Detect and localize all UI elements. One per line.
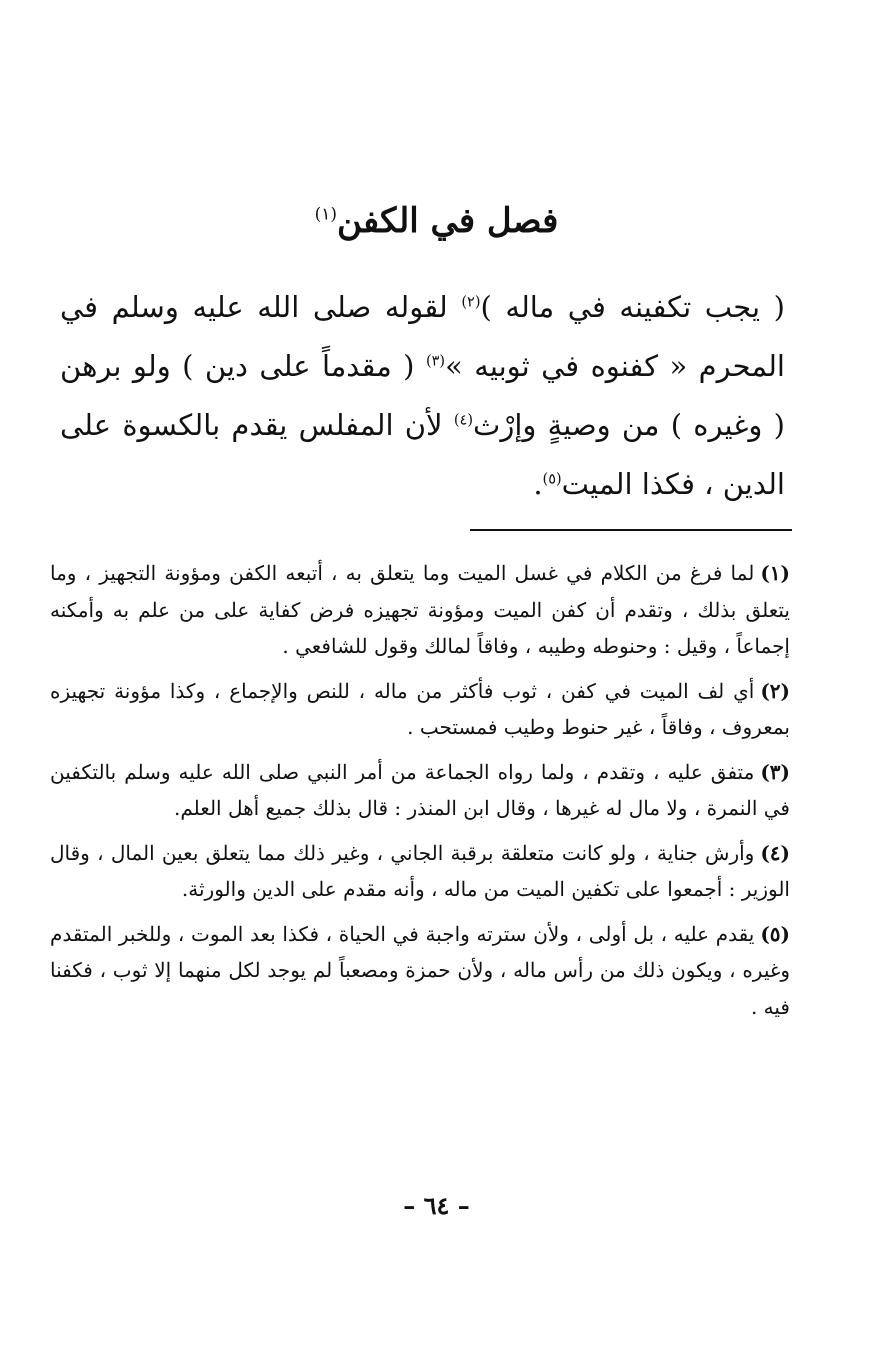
footnote-2 xyxy=(50,673,790,746)
footnote-text: وأرش جناية ، ولو كانت متعلقة برقبة الجاني ، وغير ذلك مما يتعلق بعين المال ، وقال الوزير : أجمعوا على تكفين الميت من ماله ، وأنه مقدم على الدين والورثة. xyxy=(50,840,790,901)
footnote-ref-3[interactable]: (٣) xyxy=(425,353,446,370)
page-number: – ٦٤ – xyxy=(403,1191,470,1220)
footnote-5 xyxy=(50,916,790,1026)
main-text-line: ( يجب تكفينه في ماله )$^{(٢)}$ لقوله صلى الله عليه وسلم في xyxy=(60,290,785,324)
footnote-text: لما فرغ من الكلام في غسل الميت وما يتعلق به ، أتبعه الكفن ومؤونة التجهيز ، وما يتعلق بذلك ، وتقدم أن كفن الميت ومؤونة تجهيزه فرض كفاية على من علم به وأمكنه إجماعاً ، وقيل : وحنوطه وطيبه ، وفاقاً لمالك وقول للشافعي . xyxy=(50,561,790,658)
section-title-footnote-ref[interactable]: (١) xyxy=(314,204,337,225)
main-text-line: ( وغيره ) من وصيةٍ وإرْث$^{(٤)}$ لأن المفلس يقدم بالكسوة على xyxy=(60,408,785,442)
footnote-number: (٣) xyxy=(760,759,790,784)
main-text-line: الدين ، فكذا الميت$^{(٥)}$. xyxy=(533,467,785,501)
footnote-ref-2[interactable]: (٢) xyxy=(461,294,481,311)
footnote-number: (١) xyxy=(760,561,790,585)
footnotes xyxy=(50,555,790,1033)
main-text-line: المحرم « كفنوه في ثوبيه »$^{(٣)}$ ( مقدماً على دين ) ولو برهن xyxy=(60,349,785,383)
footnote-text: يقدم عليه ، بل أولى ، ولأن سترته واجبة في الحياة ، فكذا بعد الموت ، وللخبر المتقدم وغيره ، ويكون ذلك من رأس ماله ، ولأن حمزة ومصعباً لم يوجد لكل منهما إلا ثوب ، فكفنا فيه . xyxy=(50,921,790,1019)
footnote-separator xyxy=(470,529,792,531)
main-text xyxy=(60,278,785,514)
section-title xyxy=(0,193,873,249)
footnote-text: متفق عليه ، وتقدم ، ولما رواه الجماعة من أمر النبي صلى الله عليه وسلم بالتكفين في النمرة ، ولا مال له غيرها ، وقال ابن المنذر : قال بذلك جميع أهل العلم. xyxy=(50,759,790,820)
footnote-1 xyxy=(50,555,790,665)
section-title-text: فصل في الكفن xyxy=(337,201,559,241)
footnote-number: (٢) xyxy=(760,678,790,703)
footnote-text: أي لف الميت في كفن ، ثوب فأكثر من ماله ، للنص والإجماع ، وكذا مؤونة تجهيزه بمعروف ، وفاقاً ، غير حنوط وطيب فمستحب . xyxy=(50,678,790,739)
footnote-number: (٥) xyxy=(760,921,790,946)
footnote-ref-5[interactable]: (٥) xyxy=(542,471,562,488)
footnote-4 xyxy=(50,835,790,908)
footnote-3 xyxy=(50,754,790,827)
footnote-ref-4[interactable]: (٤) xyxy=(453,412,474,429)
footnote-number: (٤) xyxy=(760,840,790,865)
